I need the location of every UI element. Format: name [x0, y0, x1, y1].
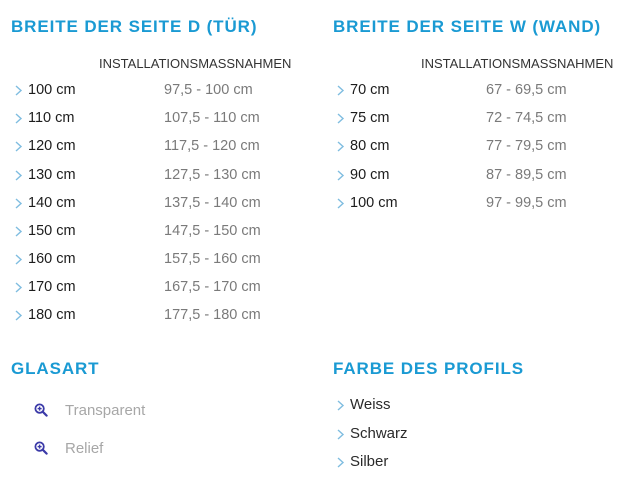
door-width-size: 100 cm [28, 82, 76, 98]
chevron-right-icon [336, 198, 345, 209]
glass-type-option-transparent[interactable] [34, 398, 145, 422]
zoom-in-icon[interactable] [34, 441, 48, 455]
glass-type-label: Relief [65, 439, 104, 457]
door-width-size: 110 cm [28, 110, 75, 126]
door-width-size: 120 cm [28, 138, 76, 154]
glass-type-label: Transparent [65, 401, 146, 419]
door-width-size: 160 cm [28, 251, 76, 267]
wall-width-heading: BREITE DER SEITE W (WAND) [333, 17, 602, 36]
door-width-range: 127,5 - 130 cm [164, 167, 261, 183]
door-width-range: 157,5 - 160 cm [164, 251, 261, 267]
door-width-range: 107,5 - 110 cm [164, 110, 260, 126]
profile-color-label: Weiss [350, 396, 391, 413]
door-width-option[interactable] [0, 78, 318, 102]
door-width-range: 177,5 - 180 cm [164, 307, 261, 323]
chevron-right-icon [336, 113, 345, 124]
door-width-option[interactable] [0, 219, 318, 243]
wall-width-range: 77 - 79,5 cm [486, 138, 567, 154]
door-width-heading: BREITE DER SEITE D (TÜR) [11, 17, 258, 36]
door-width-size: 170 cm [28, 279, 76, 295]
door-width-size: 150 cm [28, 223, 76, 239]
door-width-range: 147,5 - 150 cm [164, 223, 261, 239]
profile-color-label: Silber [350, 453, 389, 470]
chevron-right-icon [14, 310, 23, 321]
wall-width-column-header: INSTALLATIONSMASSNAHMEN [421, 56, 614, 71]
wall-width-range: 72 - 74,5 cm [486, 110, 567, 126]
door-width-range: 137,5 - 140 cm [164, 195, 261, 211]
chevron-right-icon [336, 85, 345, 96]
wall-width-range: 87 - 89,5 cm [486, 167, 567, 183]
glass-type-heading: GLASART [11, 359, 100, 378]
chevron-right-icon [14, 198, 23, 209]
profile-color-label: Schwarz [350, 425, 408, 442]
wall-width-size: 80 cm [350, 138, 390, 154]
door-width-option[interactable] [0, 134, 318, 158]
wall-width-size: 75 cm [350, 110, 390, 126]
door-width-option[interactable] [0, 275, 318, 299]
door-width-option[interactable] [0, 191, 318, 215]
chevron-right-icon [14, 85, 23, 96]
chevron-right-icon [14, 141, 23, 152]
profile-color-option-schwarz[interactable] [322, 422, 522, 446]
chevron-right-icon [336, 170, 345, 181]
chevron-right-icon [336, 141, 345, 152]
glass-type-option-relief[interactable] [34, 436, 103, 460]
door-width-option[interactable] [0, 247, 318, 271]
wall-width-range: 67 - 69,5 cm [486, 82, 567, 98]
wall-width-option[interactable] [322, 191, 638, 215]
door-width-size: 140 cm [28, 195, 76, 211]
door-width-range: 167,5 - 170 cm [164, 279, 261, 295]
door-width-column-header: INSTALLATIONSMASSNAHMEN [99, 56, 292, 71]
chevron-right-icon [336, 429, 345, 440]
chevron-right-icon [14, 113, 23, 124]
chevron-right-icon [336, 457, 345, 468]
door-width-size: 130 cm [28, 167, 76, 183]
door-width-range: 117,5 - 120 cm [164, 138, 260, 154]
door-width-option[interactable] [0, 163, 318, 187]
door-width-option[interactable] [0, 106, 318, 130]
door-width-size: 180 cm [28, 307, 76, 323]
chevron-right-icon [14, 170, 23, 181]
wall-width-size: 70 cm [350, 82, 390, 98]
wall-width-range: 97 - 99,5 cm [486, 195, 567, 211]
profile-color-heading: FARBE DES PROFILS [333, 359, 524, 378]
chevron-right-icon [336, 400, 345, 411]
wall-width-option[interactable] [322, 78, 638, 102]
zoom-in-icon[interactable] [34, 403, 48, 417]
wall-width-option[interactable] [322, 134, 638, 158]
profile-color-option-silber[interactable] [322, 450, 522, 474]
chevron-right-icon [14, 254, 23, 265]
door-width-option[interactable] [0, 303, 318, 327]
profile-color-option-weiss[interactable] [322, 393, 522, 417]
chevron-right-icon [14, 282, 23, 293]
wall-width-size: 90 cm [350, 167, 390, 183]
door-width-range: 97,5 - 100 cm [164, 82, 253, 98]
wall-width-size: 100 cm [350, 195, 398, 211]
wall-width-option[interactable] [322, 106, 638, 130]
wall-width-option[interactable] [322, 163, 638, 187]
chevron-right-icon [14, 226, 23, 237]
